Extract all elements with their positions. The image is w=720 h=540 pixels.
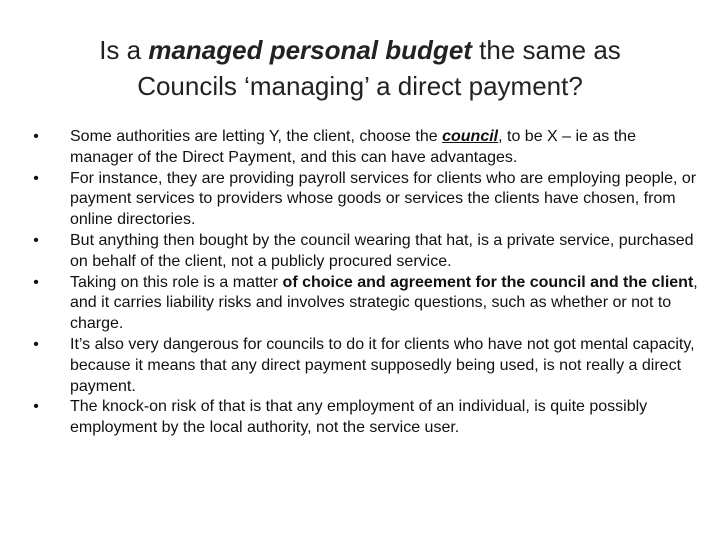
title-text-end: the same as <box>471 35 621 65</box>
bullet-text: , to be X – ie as the manager of the Direct Payment, and this can have advantages. <box>70 128 636 166</box>
bullet-text: But anything then bought by the council wearing that hat, is a private service, purchased on behalf of the client, not a publicly procured service. <box>70 231 694 270</box>
bullet-text: Some authorities are letting Y, the client, choose the <box>70 128 443 145</box>
slide-title <box>60 32 660 104</box>
bullet-marker: • <box>33 398 39 416</box>
bullet-text: For instance, they are providing payroll services for clients who are employing people, or payment services to providers whose goods or services the clients have chosen, from online directories. <box>70 169 697 229</box>
bullet-list <box>26 127 698 439</box>
bullet-item-3 <box>26 231 698 273</box>
bullet-item-2 <box>26 169 698 231</box>
bullet-emphasis: council <box>442 128 499 145</box>
bullet-item-4 <box>26 273 698 335</box>
bullet-marker: • <box>33 273 39 291</box>
bullet-emphasis: of choice and agreement for the council and the client <box>282 273 694 291</box>
title-emphasis: managed personal budget <box>148 35 472 65</box>
bullet-text: It’s also very dangerous for councils to do it for clients who have not got mental capacity, because it means that any direct payment supposedly being used, is not really a direct payment. <box>70 335 695 395</box>
bullet-text: The knock-on risk of that is that any employment of an individual, is quite possibly employment by the local authority, not the service user. <box>70 398 648 437</box>
bullet-text: , and it carries liability risks and involves strategic questions, such as whether or not to charge. <box>70 273 698 333</box>
title-text-start: Is a <box>99 35 149 65</box>
bullet-text: Taking on this role is a matter <box>70 273 283 291</box>
bullet-marker: • <box>33 231 39 249</box>
bullet-item-5 <box>26 335 698 397</box>
bullet-marker: • <box>33 128 39 145</box>
title-line-2: Councils ‘managing’ a direct payment? <box>137 71 583 101</box>
bullet-item-6 <box>26 397 698 439</box>
bullet-marker: • <box>33 335 39 353</box>
bullet-item-1 <box>26 127 698 169</box>
bullet-marker: • <box>33 169 39 187</box>
